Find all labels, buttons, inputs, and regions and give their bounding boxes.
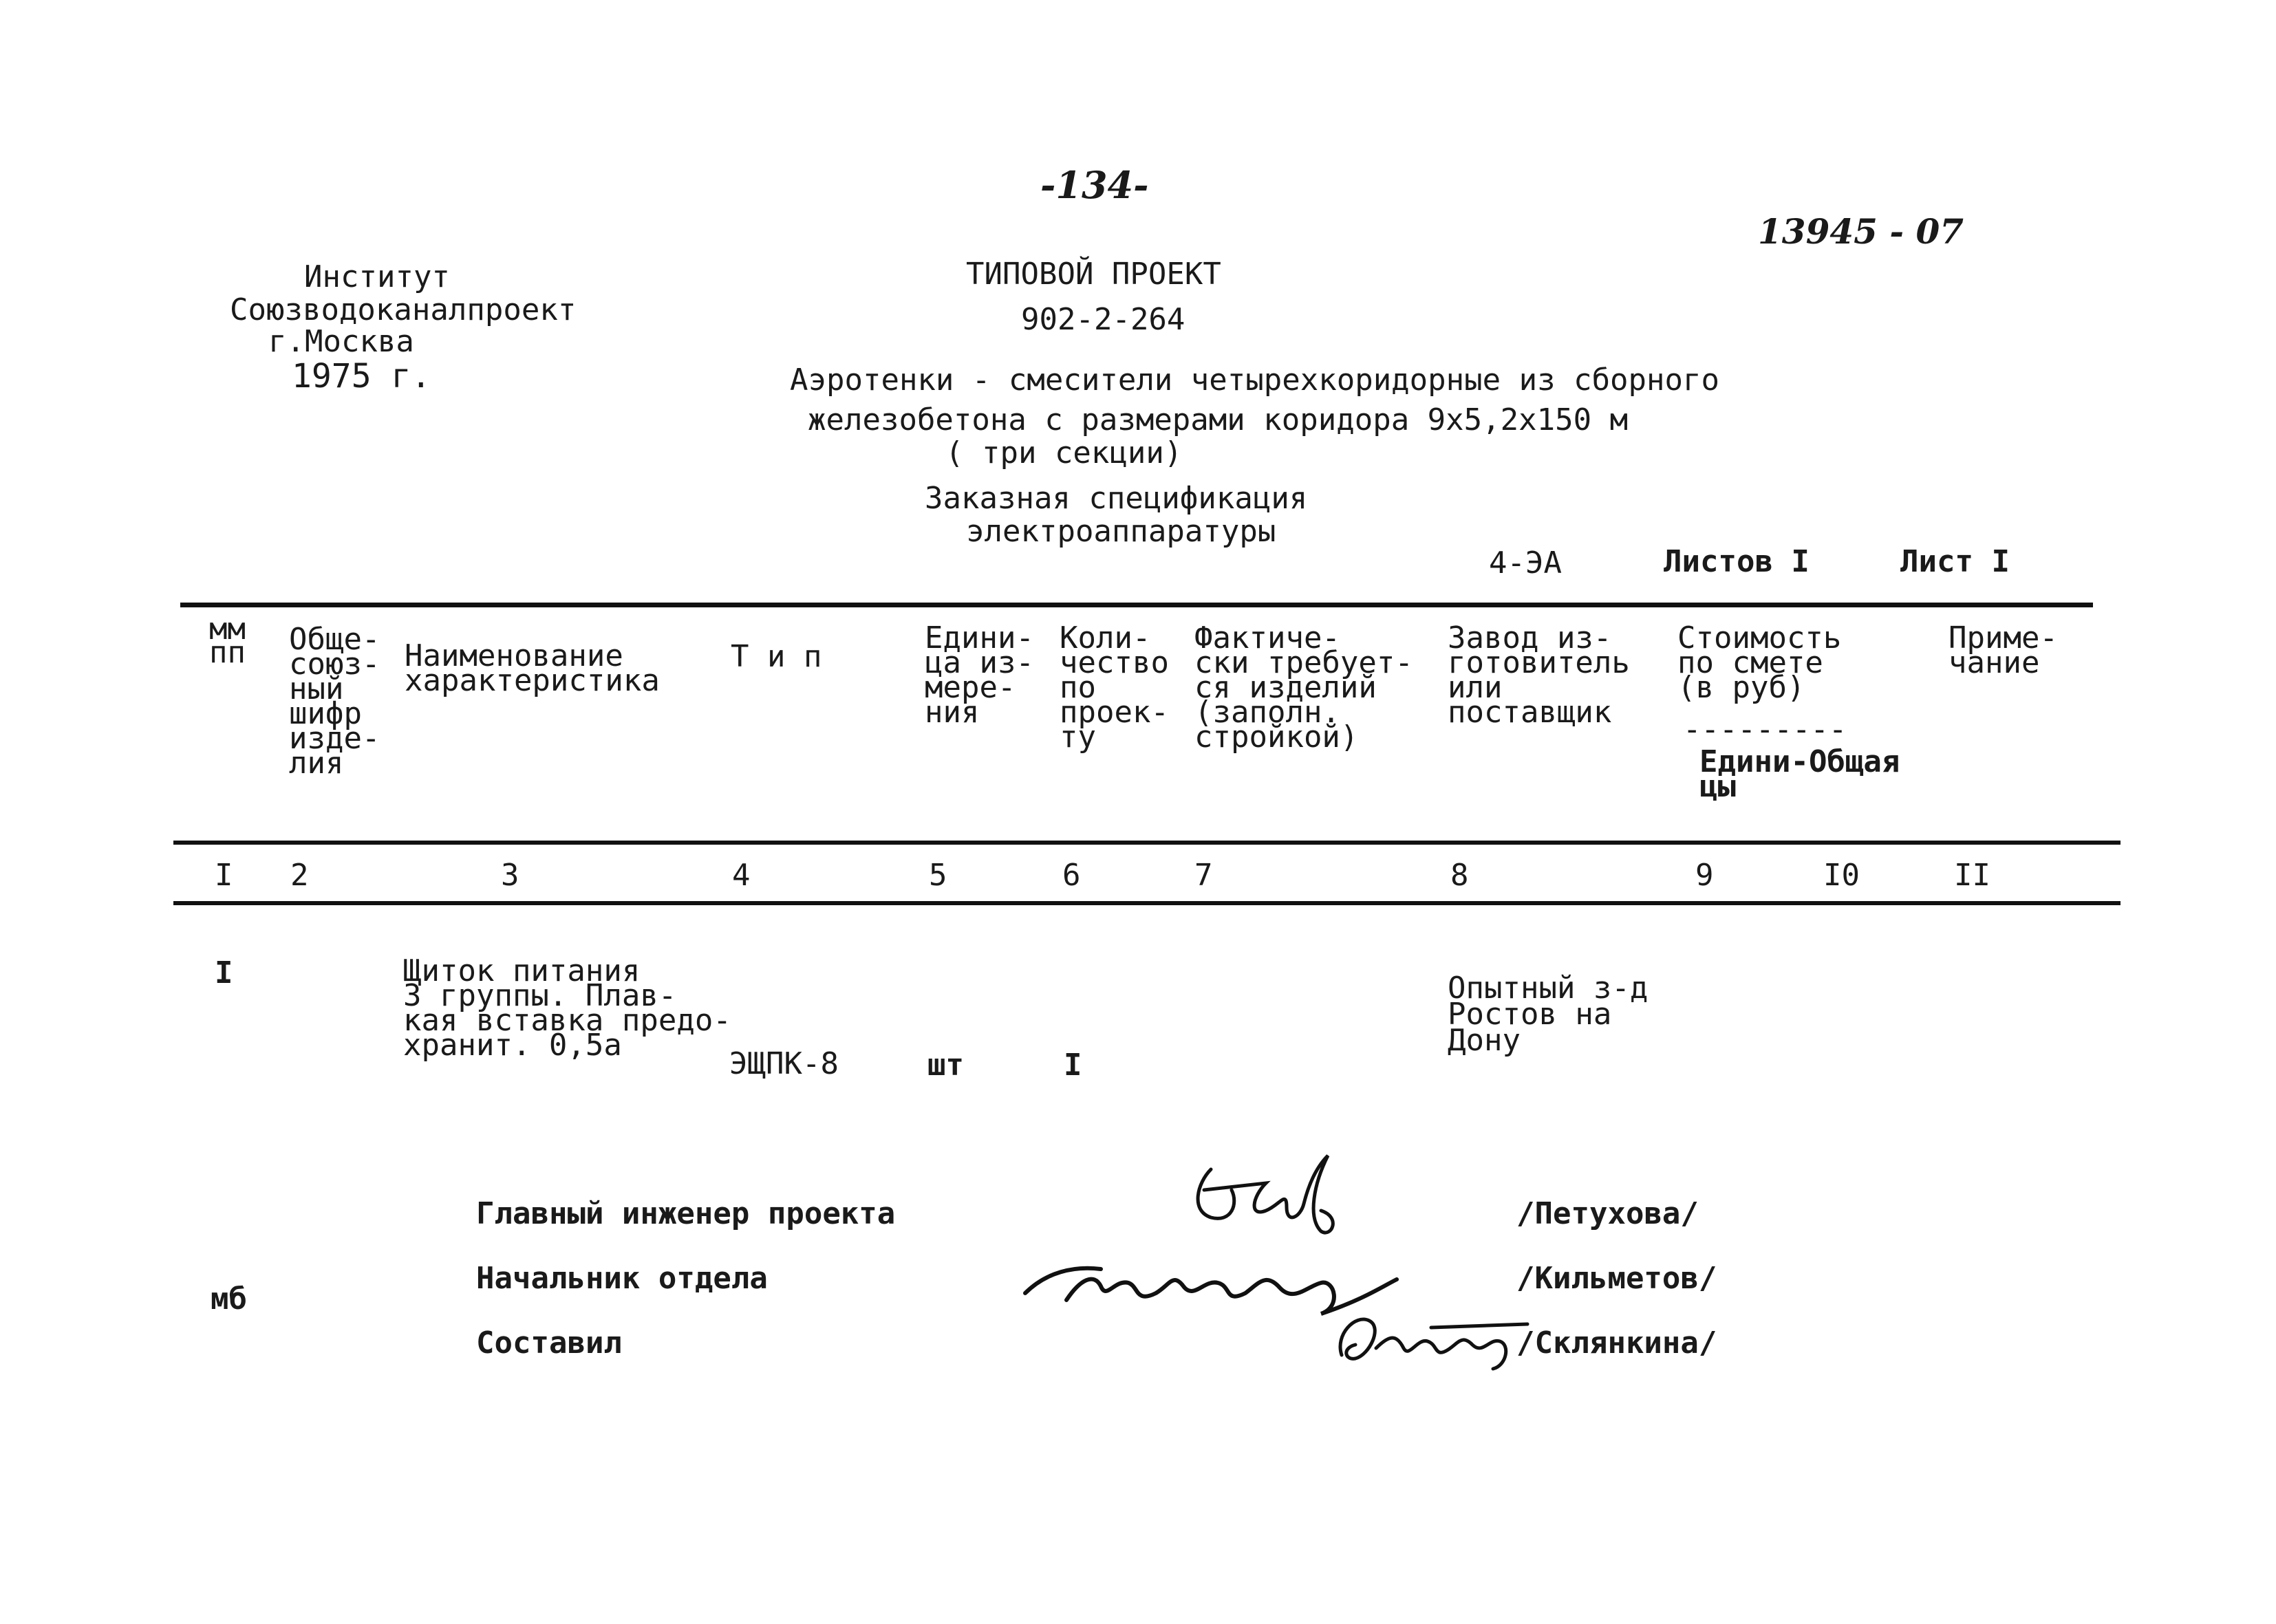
header-code: Обще- союз- ный шифр изде- лия (289, 622, 380, 781)
row-name: Щиток питания 3 группы. Плав- кая вставка предо- хранит. 0,5а (403, 953, 731, 1063)
role-department-head: Начальник отдела (476, 1261, 768, 1296)
header-row-number: мм пп (209, 611, 246, 670)
project-title-line3: ( три секции) (945, 435, 1183, 470)
row-supplier: Опытный з-д Ростов на Дону (1448, 971, 1649, 1058)
row-type: ЭЩПК-8 (729, 1046, 839, 1081)
header-quantity: Коли- чество по проек- ту (1060, 620, 1169, 755)
role-chief-engineer: Главный инженер проекта (476, 1196, 896, 1231)
column-number-8: 8 (1450, 858, 1469, 893)
row-number: I (215, 955, 233, 990)
project-number: 902-2-264 (1021, 302, 1185, 337)
institute-name-line1: Институт (304, 259, 450, 294)
institute-year: 1975 г. (292, 357, 431, 396)
role-compiler: Составил (476, 1325, 622, 1361)
header-cost-dashes: --------- (1683, 712, 1847, 747)
doc-title-line2: электроаппаратуры (966, 514, 1276, 549)
row-unit: шт (927, 1048, 964, 1083)
column-number-11: II (1954, 858, 1990, 893)
column-numbers-bottom-rule (173, 901, 2121, 905)
project-title-line2: железобетона с размерами коридора 9х5,2х150 м (808, 402, 1629, 437)
header-bottom-rule (173, 841, 2121, 845)
header-cost-sub: Едини-Общая цы (1699, 744, 1900, 804)
header-actual: Фактиче- ски требует- ся изделий (заполн. стройкой) (1194, 620, 1413, 755)
institute-name-line2: Союзводоканалпроект (230, 292, 577, 327)
signature-chief-engineer (1183, 1142, 1349, 1245)
column-number-1: I (215, 858, 233, 893)
column-number-10: I0 (1823, 858, 1860, 893)
column-number-2: 2 (290, 858, 309, 893)
row-quantity: I (1064, 1048, 1082, 1083)
project-title-line1: Аэротенки - смесители четырехкоридорные из сборного (790, 362, 1720, 398)
institute-city: г.Москва (268, 324, 414, 359)
sheet-code: 4-ЭА (1489, 545, 1562, 581)
header-cost: Стоимость по смете (в руб) (1677, 620, 1842, 705)
sheet-number: Лист I (1900, 544, 2010, 579)
column-number-9: 9 (1695, 858, 1714, 893)
column-number-3: 3 (501, 858, 519, 893)
sheets-total: Листов I (1664, 544, 1810, 579)
doc-title-line1: Заказная спецификация (925, 481, 1308, 516)
table-top-rule (180, 603, 2093, 607)
name-department-head: /Кильметов/ (1516, 1261, 1717, 1296)
name-chief-engineer: /Петухова/ (1516, 1196, 1699, 1231)
margin-mark: мб (211, 1281, 247, 1317)
column-number-6: 6 (1062, 858, 1081, 893)
archive-number: 13945 - 07 (1758, 211, 1964, 252)
header-unit: Едини- ца из- мере- ния (925, 620, 1034, 730)
header-name: Наименование характеристика (405, 638, 660, 698)
page-number: -134- (1040, 163, 1149, 207)
column-number-4: 4 (732, 858, 751, 893)
signature-compiler (1328, 1300, 1534, 1376)
header-note: Приме- чание (1948, 620, 2058, 680)
project-type-label: ТИПОВОЙ ПРОЕКТ (966, 257, 1221, 292)
column-number-7: 7 (1194, 858, 1213, 893)
column-number-5: 5 (929, 858, 947, 893)
name-compiler: /Склянкина/ (1516, 1325, 1717, 1361)
header-type: Т и п (731, 639, 822, 674)
header-supplier: Завод из- готовитель или поставщик (1448, 620, 1630, 730)
